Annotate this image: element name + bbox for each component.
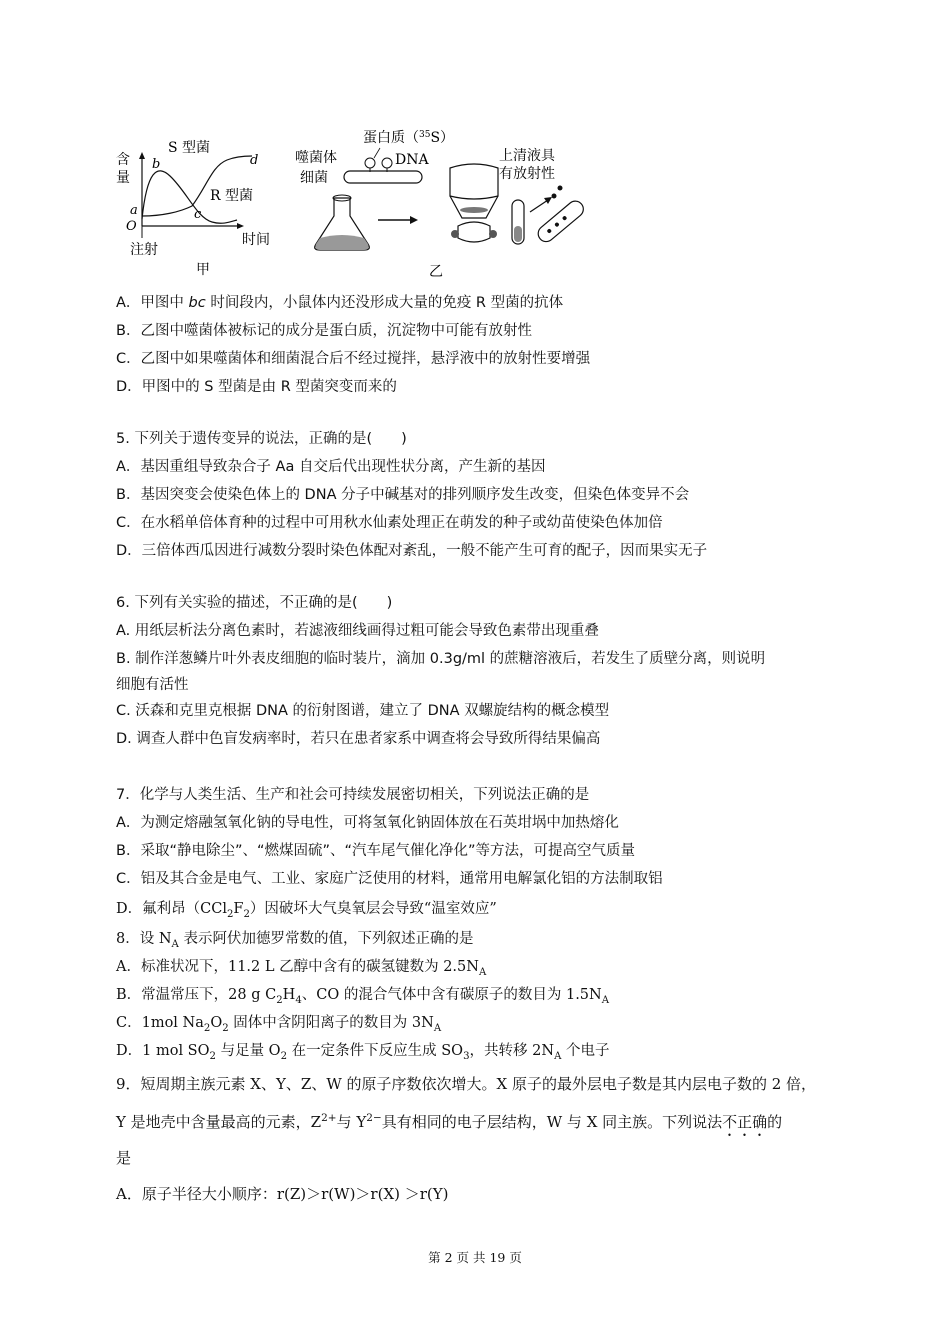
q8-option-d: D．1 mol $SO_2$ 与足量 $O_2$ 在一定条件下反应生成 $SO_3$，共转移 $2N_A$ 个电子: [116, 1043, 610, 1062]
q4-option-d: D．甲图中的 S 型菌是由 R 型菌突变而来的: [116, 379, 397, 395]
bacteria-label: 细菌: [300, 170, 328, 186]
dna-label: DNA: [395, 152, 429, 168]
r-curve-label: R 型菌: [210, 188, 253, 204]
y-axis-label-2: 量: [116, 170, 130, 186]
q6-option-c: C. 沃森和克里克根据 DNA 的衍射图谱，建立了 DNA 双螺旋结构的概念模型: [116, 703, 610, 719]
q4-option-a: A．甲图中 bc 时间段内，小鼠体内还没形成大量的免疫 R 型菌的抗体: [116, 295, 564, 311]
figure-yi-experiment: [295, 130, 587, 280]
q9-option-a: A．原子半径大小顺序：r(Z)＞r(W)＞r(X) ＞r(Y): [116, 1185, 449, 1203]
q4-option-b: B．乙图中噬菌体被标记的成分是蛋白质，沉淀物中可能有放射性: [116, 323, 532, 339]
y-axis-label-1: 含: [116, 152, 130, 168]
point-c-label: c: [194, 207, 202, 222]
q7-stem: 7．化学与人类生活、生产和社会可持续发展密切相关，下列说法正确的是: [116, 787, 590, 803]
q8-option-a: A．标准状况下，11.2 L 乙醇中含有的碳氢键数为 $2.5N_A$: [116, 959, 487, 978]
phage-label: 噬菌体: [295, 150, 337, 166]
point-d-label: d: [250, 153, 259, 168]
q8-option-c: C．1mol $Na_2O_2$ 固体中含阴阳离子的数目为 $3N_A$: [116, 1015, 442, 1034]
q5-option-a: A．基因重组导致杂合子 Aa 自交后代出现性状分离，产生新的基因: [116, 459, 546, 475]
origin-label: O: [126, 219, 137, 234]
figure-yi-caption: 乙: [429, 264, 443, 280]
q6-option-a: A. 用纸层析法分离色素时，若滤液细线画得过粗可能会导致色素带出现重叠: [116, 623, 599, 639]
s-curve-label: S 型菌: [168, 140, 211, 156]
page-number-footer: 第 2 页 共 19 页: [428, 1250, 522, 1265]
q5-stem: 5. 下列关于遗传变异的说法，正确的是( ): [116, 431, 407, 447]
q6-option-d: D. 调查人群中色盲发病率时，若只在患者家系中调查将会导致所得结果偏高: [116, 731, 601, 747]
q5-option-d: D．三倍体西瓜因进行减数分裂时染色体配对紊乱，一般不能产生可育的配子，因而果实无子: [116, 543, 708, 559]
question-figure: [112, 126, 612, 286]
q8-stem: 8．设 $N_A$ 表示阿伏加德罗常数的值，下列叙述正确的是: [116, 931, 474, 950]
q7-option-b: B．采取“静电除尘”、“燃煤固硫”、“汽车尾气催化净化”等方法，可提高空气质量: [116, 843, 636, 859]
x-axis-label: 时间: [242, 232, 270, 248]
figure-jia-caption: 甲: [196, 262, 210, 278]
point-a-label: a: [130, 203, 138, 218]
q4-option-c: C．乙图中如果噬菌体和细菌混合后不经过搅拌，悬浮液中的放射性要增强: [116, 351, 591, 367]
supernatant-label-1: 上清液具: [499, 148, 555, 164]
q7-option-c: C．铝及其合金是电气、工业、家庭广泛使用的材料，通常用电解氯化铝的方法制取铝: [116, 871, 663, 887]
emphasis-not-correct: 不正确: [722, 1113, 768, 1131]
q9-stem-line3: 是: [116, 1149, 132, 1167]
q9-stem-line2: Y 是地壳中含量最高的元素，$Z^{2+}$与 $Y^{2-}$具有相同的电子层结构，W 与 X 同主族。下列说法不正确的: [116, 1112, 783, 1131]
q9-stem-line1: 9．短周期主族元素 X、Y、Z、W 的原子序数依次增大。X 原子的最外层电子数是其内层电子数的 2 倍，: [116, 1075, 817, 1093]
q8-option-b: B．常温常压下，28 g $C_2H_4$、CO 的混合气体中含有碳原子的数目为 $1.5N_A$: [116, 987, 610, 1006]
q5-option-c: C．在水稻单倍体育种的过程中可用秋水仙素处理正在萌发的种子或幼苗使染色体加倍: [116, 515, 663, 531]
figure-jia-graph: [116, 139, 270, 278]
q6-stem: 6. 下列有关实验的描述，不正确的是( ): [116, 595, 393, 611]
protein-label: 蛋白质（$^{35}$S）: [363, 130, 455, 146]
q7-option-a: A．为测定熔融氢氧化钠的导电性，可将氢氧化钠固体放在石英坩埚中加热熔化: [116, 815, 619, 831]
q7-option-d: D．氟利昂$(CCl_2F_2)$因破坏大气臭氧层会导致“温室效应”: [116, 901, 497, 920]
inject-label: 注射: [130, 242, 158, 258]
q6-option-b-line1: B. 制作洋葱鳞片叶外表皮细胞的临时装片，滴加 0.3g/ml 的蔗糖溶液后，若发生了质壁分离，则说明: [116, 651, 766, 667]
supernatant-label-2: 有放射性: [499, 166, 555, 182]
q6-option-b-line2: 细胞有活性: [116, 677, 189, 693]
point-b-label: b: [152, 157, 161, 172]
q5-option-b: B．基因突变会使染色体上的 DNA 分子中碱基对的排列顺序发生改变，但染色体变异不会: [116, 487, 690, 503]
